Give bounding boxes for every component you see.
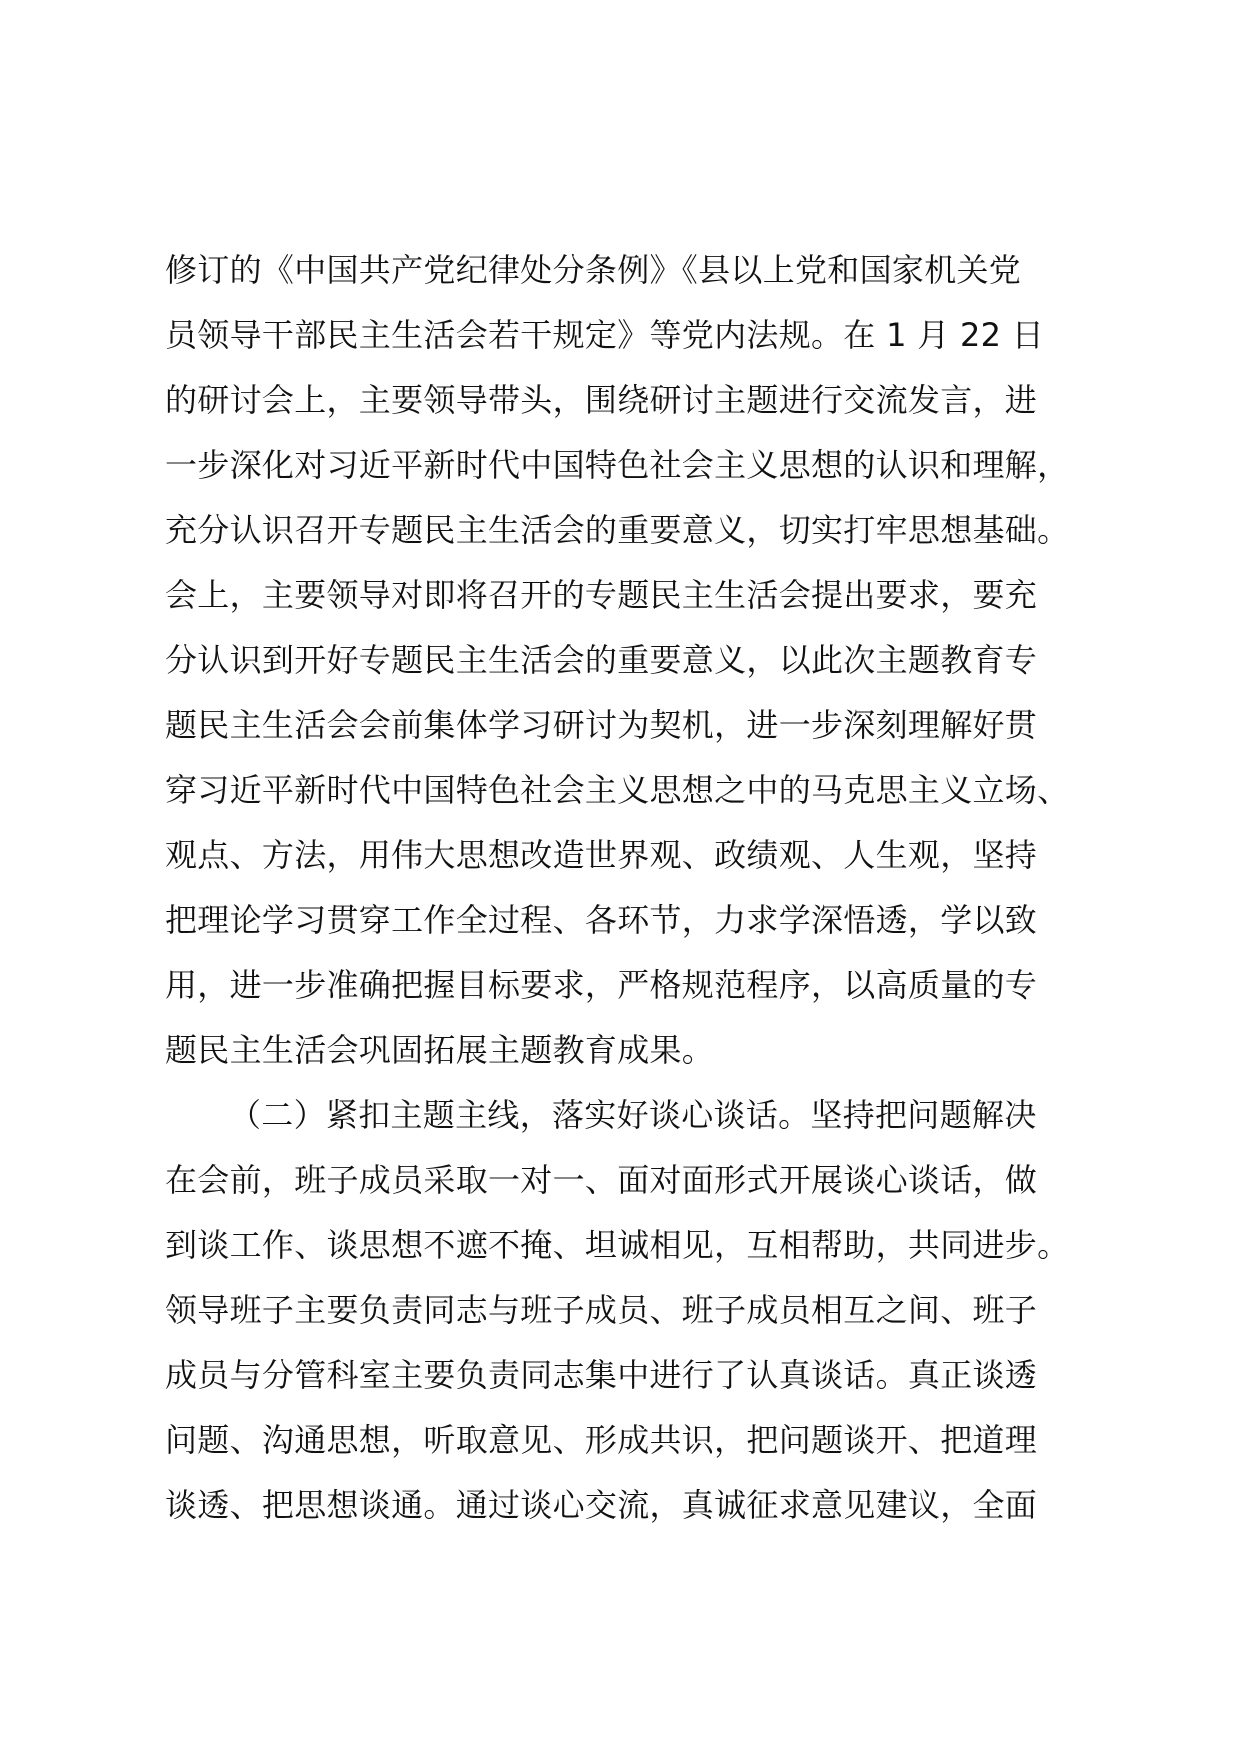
text-line: 题民主生活会巩固拓展主题教育成果。	[165, 1031, 715, 1069]
text-line: 题民主生活会会前集体学习研讨为契机，进一步深刻理解好贯	[165, 706, 1038, 744]
text-line: 把理论学习贯穿工作全过程、各环节，力求学深悟透，学以致	[165, 901, 1038, 939]
text-line: 穿习近平新时代中国特色社会主义思想之中的马克思主义立场、	[165, 771, 1070, 809]
text-line: 谈透、把思想谈通。通过谈心交流，真诚征求意见建议，全面	[165, 1486, 1038, 1524]
text-line: 的研讨会上，主要领导带头，围绕研讨主题进行交流发言，进	[165, 381, 1038, 419]
text-line: 修订的《中国共产党纪律处分条例》《县以上党和国家机关党	[165, 251, 1022, 289]
section-heading-line: （二）紧扣主题主线，落实好谈心谈话。坚持把问题解决	[229, 1096, 1037, 1134]
text-line: 到谈工作、谈思想不遮不掩、坦诚相见，互相帮助，共同进步。	[165, 1226, 1070, 1264]
text-line: 在会前，班子成员采取一对一、面对面形式开展谈心谈话，做	[165, 1161, 1038, 1199]
text-line: 问题、沟通思想，听取意见、形成共识，把问题谈开、把道理	[165, 1421, 1038, 1459]
text-line: 分认识到开好专题民主生活会的重要意义，以此次主题教育专	[165, 641, 1038, 679]
body-text	[165, 238, 1105, 1538]
text-line: 成员与分管科室主要负责同志集中进行了认真谈话。真正谈透	[165, 1356, 1038, 1394]
text-line: 充分认识召开专题民主生活会的重要意义，切实打牢思想基础。	[165, 511, 1070, 549]
text-line: 一步深化对习近平新时代中国特色社会主义思想的认识和理解，	[165, 446, 1070, 484]
text-line: 会上，主要领导对即将召开的专题民主生活会提出要求，要充	[165, 576, 1038, 614]
text-line: 领导班子主要负责同志与班子成员、班子成员相互之间、班子	[165, 1291, 1038, 1329]
text-line: 用，进一步准确把握目标要求，严格规范程序，以高质量的专	[165, 966, 1038, 1004]
text-line: 观点、方法，用伟大思想改造世界观、政绩观、人生观，坚持	[165, 836, 1038, 874]
text-line: 员领导干部民主生活会若干规定》等党内法规。在 1 月 22 日	[165, 316, 1045, 354]
